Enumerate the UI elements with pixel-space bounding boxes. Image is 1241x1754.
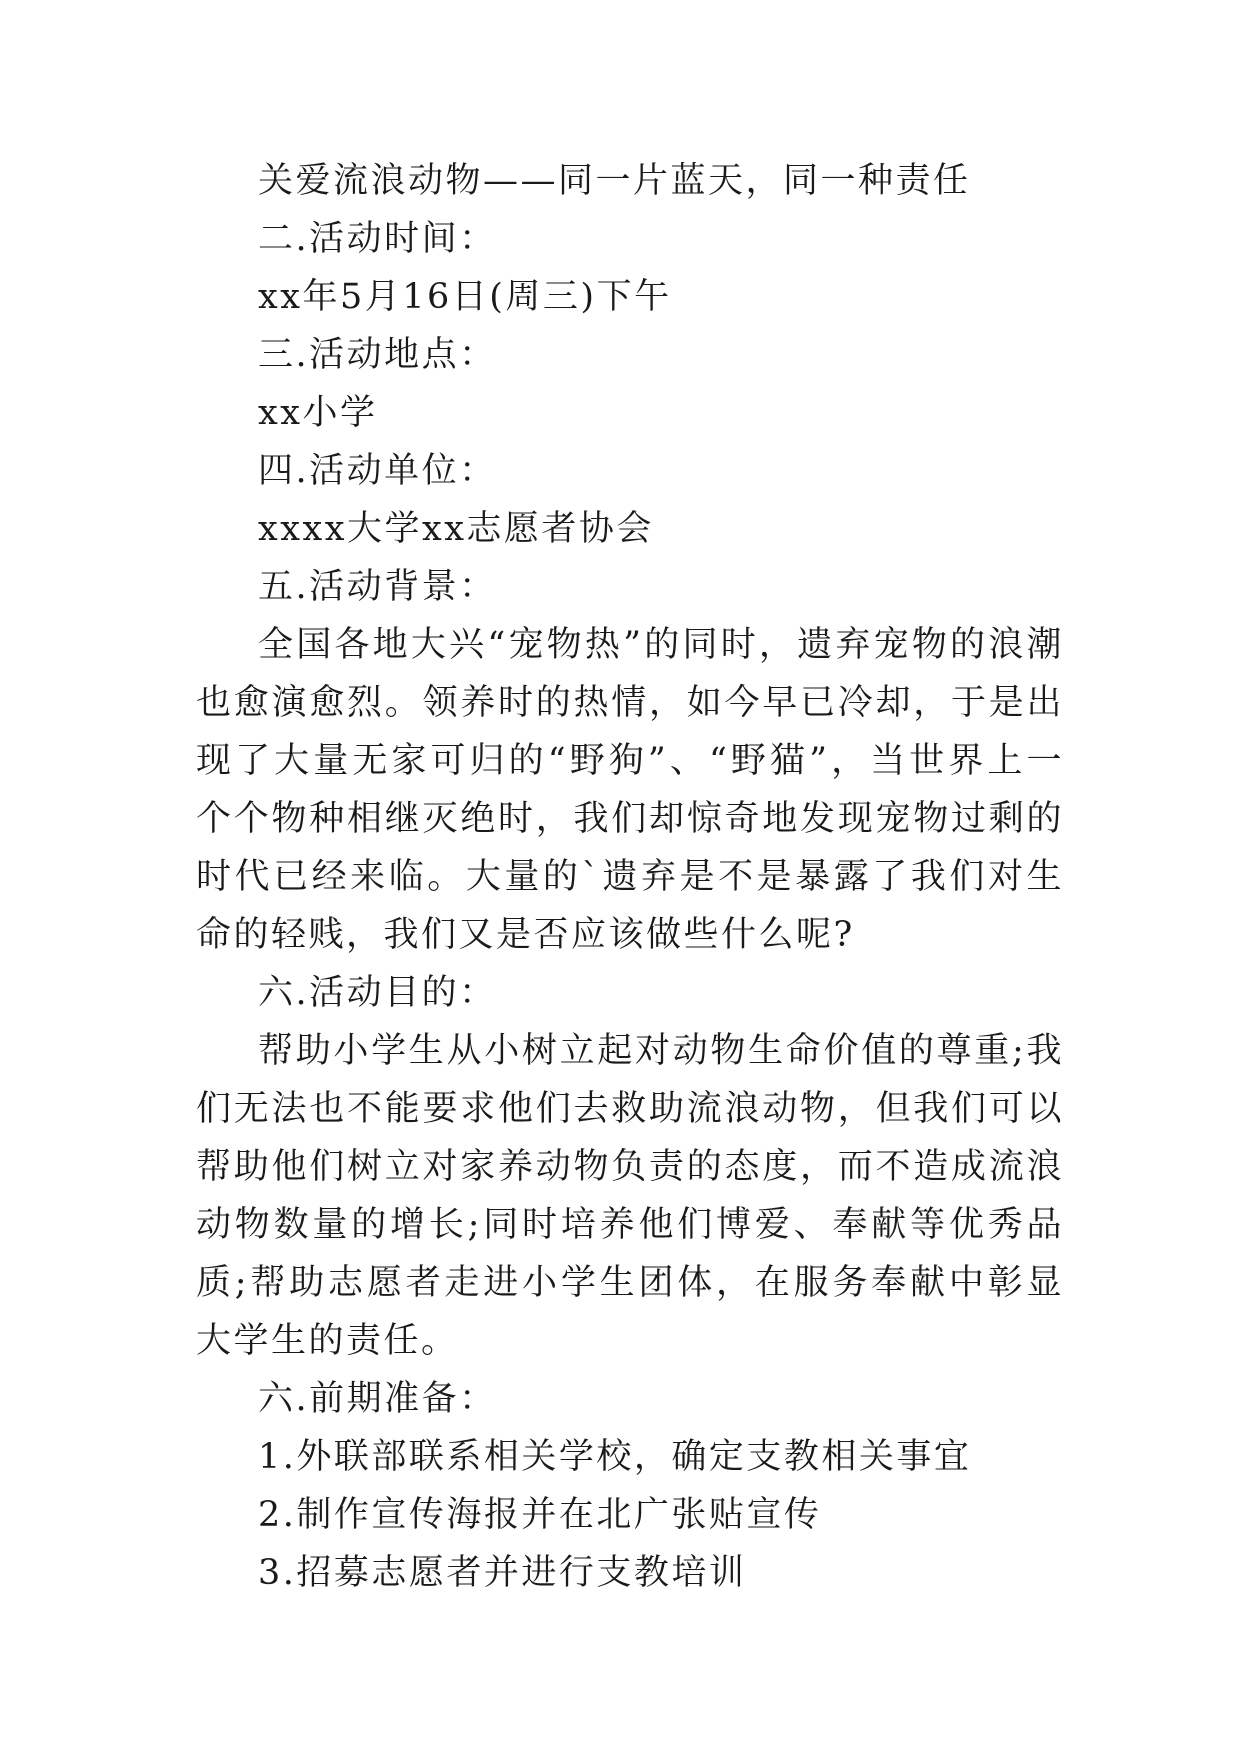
activity-theme: 关爱流浪动物——同一片蓝天，同一种责任 <box>258 161 971 201</box>
background-paragraph: 全国各地大兴“宠物热”的同时，遗弃宠物的浪潮也愈演愈烈。领养时的热情，如今早已冷却，于是出现了大量无家可归的“野狗”、“野猫”，当世界上一个个物种相继灭绝时，我们却惊奇地发现宠物过剩的时代已经来临。大量的`遗弃是不是暴露了我们对生命的轻贱，我们又是否应该做些什么呢? <box>196 625 1064 955</box>
section-heading-time: 二.活动时间： <box>258 219 497 259</box>
document-body <box>196 152 1064 1602</box>
section-heading-background: 五.活动背景： <box>258 567 497 607</box>
activity-organizer: xxxx大学xx志愿者协会 <box>258 509 654 549</box>
section-heading-purpose: 六.活动目的： <box>258 973 497 1013</box>
section-heading-organizer: 四.活动单位： <box>258 451 497 491</box>
section-heading-location: 三.活动地点： <box>258 335 497 375</box>
prep-item: 2.制作宣传海报并在北广张贴宣传 <box>258 1495 822 1535</box>
activity-location: xx小学 <box>258 393 378 433</box>
section-heading-preparation: 六.前期准备： <box>258 1379 497 1419</box>
prep-item: 1.外联部联系相关学校，确定支教相关事宜 <box>258 1437 972 1477</box>
activity-time: xx年5月16日(周三)下午 <box>258 277 672 317</box>
purpose-paragraph: 帮助小学生从小树立起对动物生命价值的尊重;我们无法也不能要求他们去救助流浪动物，但我们可以帮助他们树立对家养动物负责的态度，而不造成流浪动物数量的增长;同时培养他们博爱、奉献等优秀品质;帮助志愿者走进小学生团体，在服务奉献中彰显大学生的责任。 <box>196 1031 1064 1361</box>
prep-item: 3.招募志愿者并进行支教培训 <box>258 1553 747 1593</box>
